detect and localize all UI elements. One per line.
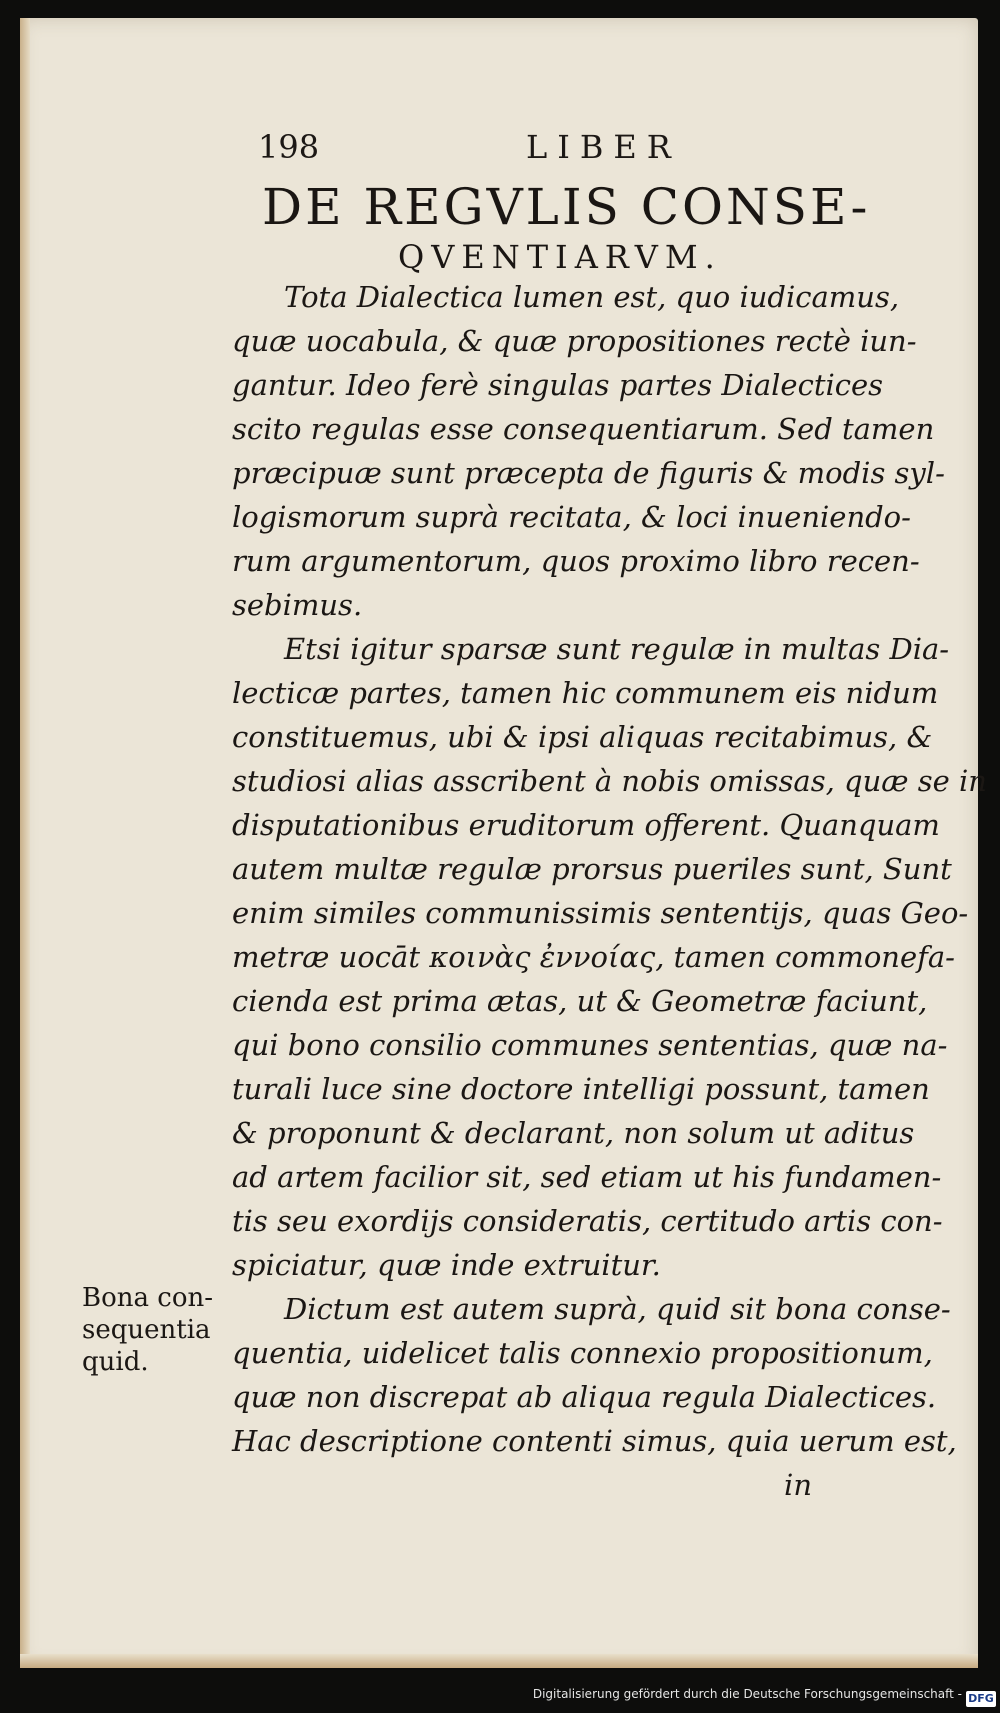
text-line: metræ uocāt κοινὰς ἐννοίας, tamen commonefa-	[232, 940, 955, 974]
text-line: enim similes communissimis sententijs, quas Geo-	[232, 896, 969, 930]
catchword: in	[784, 1468, 812, 1502]
paragraph-2	[232, 627, 987, 1287]
text-line: cienda est prima ætas, ut & Geometræ faciunt,	[232, 984, 928, 1018]
marginal-line: quid.	[82, 1347, 149, 1377]
chapter-title-line1: DE REGVLIS CONSE-	[262, 178, 871, 236]
text-line: ad artem facilior sit, sed etiam ut his fundamen-	[232, 1160, 942, 1194]
text-line: Dictum est autem suprà, quid sit bona conse-	[284, 1292, 951, 1326]
text-line: spiciatur, quæ inde extruitur.	[232, 1248, 661, 1282]
text-line: disputationibus eruditorum offerent. Quanquam	[232, 808, 940, 842]
text-line: tis seu exordijs consideratis, certitudo artis con-	[232, 1204, 943, 1238]
text-line: constituemus, ubi & ipsi aliquas recitabimus, &	[232, 720, 933, 754]
dfg-logo: DFG	[966, 1691, 996, 1707]
text-line: sebimus.	[232, 588, 363, 622]
text-line: Hac descriptione contenti simus, quia uerum est,	[232, 1424, 957, 1458]
text-line: Tota Dialectica lumen est, quo iudicamus,	[284, 280, 900, 314]
text-line: rum argumentorum, quos proximo libro recen-	[232, 544, 920, 578]
page-edge-bottom	[20, 1654, 978, 1668]
digitization-credit: Digitalisierung gefördert durch die Deutsche Forschungsgemeinschaft -	[532, 1687, 962, 1701]
text-line: studiosi alias asscribent à nobis omissas, quæ se in	[232, 764, 987, 798]
text-line: scito regulas esse consequentiarum. Sed tamen	[232, 412, 935, 446]
text-line: turali luce sine doctore intelligi possunt, tamen	[232, 1072, 930, 1106]
text-line: quæ non discrepat ab aliqua regula Dialectices.	[232, 1380, 937, 1414]
marginal-line: sequentia	[82, 1315, 211, 1345]
text-line: gantur. Ideo ferè singulas partes Dialectices	[232, 368, 884, 402]
text-line: qui bono consilio communes sententias, quæ na-	[232, 1028, 948, 1062]
chapter-title-line2: QVENTIARVM.	[398, 238, 722, 276]
text-line: quæ uocabula, & quæ propositiones rectè iun-	[232, 324, 917, 358]
page-header	[258, 128, 938, 172]
text-line: quentia, uidelicet talis connexio propositionum,	[232, 1336, 933, 1370]
text-line: præcipuæ sunt præcepta de figuris & modis syl-	[232, 456, 945, 490]
text-line: & proponunt & declarant, non solum ut aditus	[232, 1116, 915, 1150]
text-line: lecticæ partes, tamen hic communem eis nidum	[232, 676, 939, 710]
text-line: Etsi igitur sparsæ sunt regulæ in multas Dia-	[284, 632, 950, 666]
page-number: 198	[258, 128, 320, 166]
paragraph-1	[232, 275, 945, 627]
marginal-note	[82, 1282, 232, 1378]
paragraph-3	[232, 1287, 957, 1507]
text-line: autem multæ regulæ prorsus pueriles sunt, Sunt	[232, 852, 952, 886]
marginal-line: Bona con-	[82, 1283, 214, 1313]
page-edge-left	[20, 18, 30, 1668]
running-head: LIBER	[526, 128, 681, 166]
body-text	[232, 275, 987, 1507]
text-line: logismorum suprà recitata, & loci inueniendo-	[232, 500, 911, 534]
